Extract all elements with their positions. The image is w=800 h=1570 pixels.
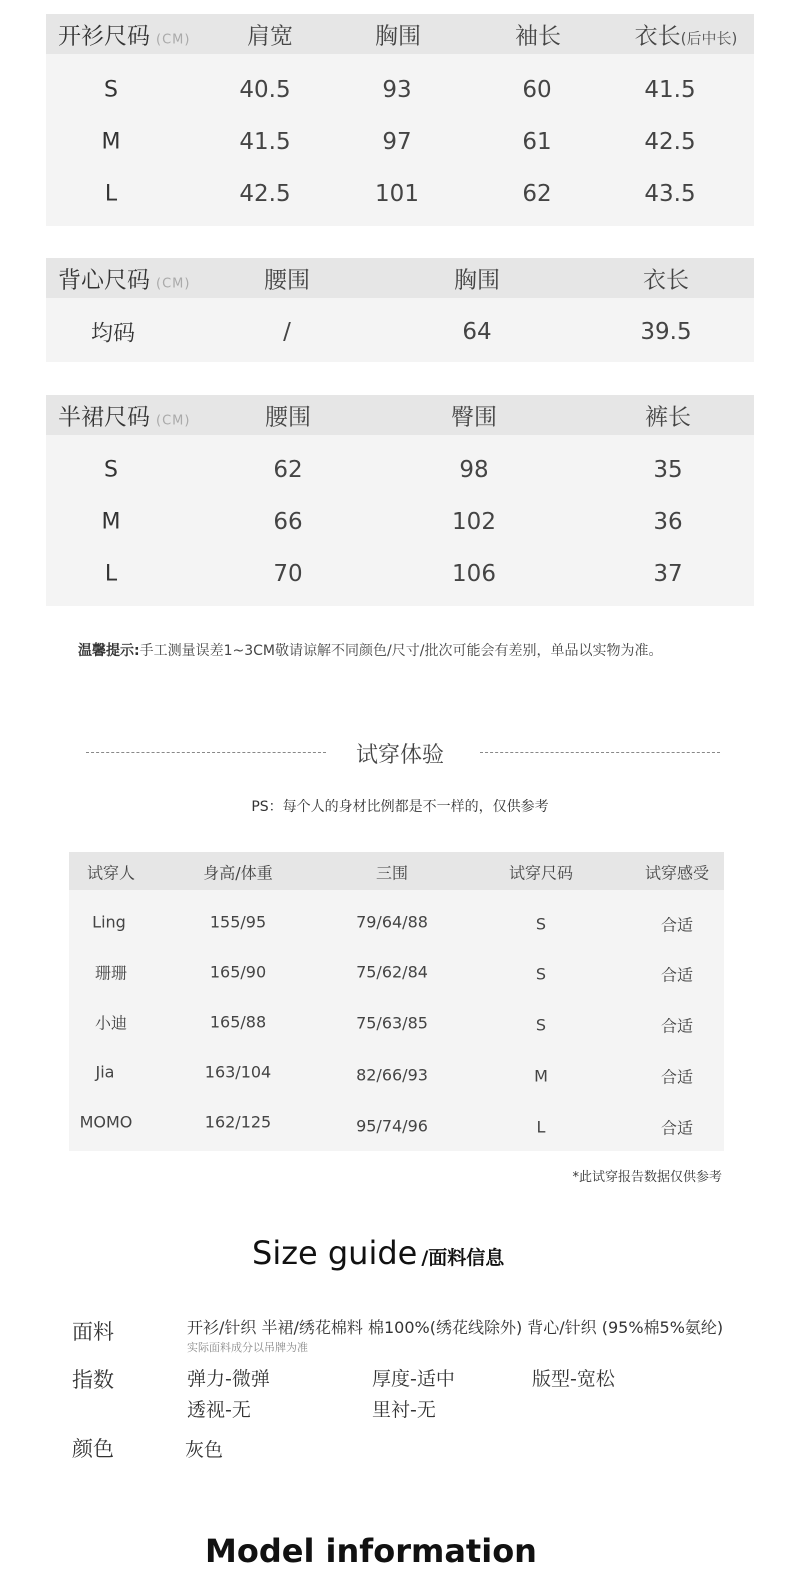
table-cell: S: [535, 914, 547, 934]
table-cell: Jia: [95, 1062, 115, 1082]
trial-table: [69, 852, 724, 1151]
table-cell: 合适: [660, 1016, 694, 1036]
column-header: 胸围: [375, 23, 421, 50]
table-cell: Ling: [92, 912, 126, 932]
table-cell: 70: [273, 561, 303, 587]
table-cell: 合适: [660, 1067, 694, 1087]
color-label: 颜色: [72, 1437, 114, 1461]
table-cell: 42.5: [644, 129, 696, 155]
index-value: 弹力-微弹: [187, 1368, 270, 1390]
vest-size-table: [46, 258, 754, 362]
column-header: 身高/体重: [203, 863, 273, 883]
table-cell: 合适: [660, 1118, 694, 1138]
table-cell: 93: [382, 77, 412, 103]
table-cell: 155/95: [209, 912, 267, 932]
cardigan-table-body: [46, 54, 754, 226]
fabric-label: 面料: [72, 1320, 114, 1344]
trial-section-title: [0, 738, 800, 768]
size-label: L: [104, 561, 118, 587]
skirt-size-table: [46, 395, 754, 606]
size-label: M: [101, 129, 121, 155]
table-cell: 35: [653, 457, 683, 483]
column-header-length: 衣长(后中长): [634, 23, 738, 50]
index-label: 指数: [72, 1368, 114, 1392]
table-cell: /: [283, 319, 291, 345]
column-header: 试穿感受: [644, 863, 710, 883]
table-cell: 36: [653, 509, 683, 535]
left-dashed-divider: [86, 752, 326, 753]
size-guide-title: Size guide: [252, 1234, 418, 1272]
table-cell: 106: [452, 561, 496, 587]
table-cell: 162/125: [204, 1112, 272, 1132]
table-cell: 82/66/93: [356, 1065, 428, 1085]
size-label: M: [101, 509, 121, 535]
column-header: 胸围: [454, 267, 500, 294]
index-value: 里衬-无: [372, 1399, 436, 1421]
size-label: S: [104, 77, 118, 103]
fabric-note: 实际面料成分以吊牌为准: [187, 1341, 308, 1354]
column-header: 三围: [375, 863, 409, 883]
model-information-title: Model information: [205, 1532, 537, 1570]
table-cell: 61: [522, 129, 552, 155]
table-cell: M: [534, 1066, 548, 1086]
table-cell: 合适: [660, 965, 694, 985]
table-cell: MOMO: [79, 1112, 133, 1132]
vest-table-title: 背心尺码 (CM): [58, 267, 191, 294]
skirt-table-title: 半裙尺码 (CM): [58, 404, 191, 431]
measurement-tip: [78, 640, 662, 660]
column-header: 臀围: [451, 404, 497, 431]
cardigan-table-title: 开衫尺码 (CM): [58, 23, 191, 50]
table-cell: 42.5: [239, 181, 291, 207]
table-cell: 102: [452, 509, 496, 535]
unit-label: (CM): [156, 276, 191, 292]
vest-table-header: [46, 258, 754, 298]
table-cell: 95/74/96: [356, 1116, 428, 1136]
tip-text: 手工测量误差1~3CM敬请谅解不同颜色/尺寸/批次可能会有差别，单品以实物为准。: [139, 643, 663, 659]
skirt-table-header: [46, 395, 754, 435]
column-header: 腰围: [264, 267, 310, 294]
table-cell: 66: [273, 509, 303, 535]
table-cell: 39.5: [640, 319, 692, 345]
table-cell: 41.5: [239, 129, 291, 155]
index-value: 透视-无: [187, 1399, 251, 1421]
table-cell: 合适: [660, 915, 694, 935]
tip-label: 温馨提示:: [78, 643, 140, 659]
table-cell: 62: [273, 457, 303, 483]
unit-label: (CM): [156, 413, 191, 429]
table-cell: 165/90: [209, 962, 267, 982]
index-value: 厚度-适中: [372, 1368, 455, 1390]
cardigan-table-header: [46, 14, 754, 54]
table-cell: 163/104: [204, 1062, 272, 1082]
column-header: 衣长: [643, 267, 689, 294]
table-cell: 60: [522, 77, 552, 103]
size-label: 均码: [90, 321, 136, 347]
table-cell: 41.5: [644, 77, 696, 103]
unit-label: (CM): [156, 32, 191, 48]
column-header: 试穿人: [86, 863, 136, 883]
table-cell: 98: [459, 457, 489, 483]
length-subtitle: (后中长): [680, 29, 738, 48]
column-header: 袖长: [515, 23, 561, 50]
column-header: 腰围: [265, 404, 311, 431]
size-guide-heading: [252, 1234, 504, 1272]
cardigan-size-table: [46, 14, 754, 226]
size-guide-subtitle: /面料信息: [421, 1247, 505, 1269]
column-header: 肩宽: [247, 23, 293, 50]
size-label: S: [104, 457, 118, 483]
right-dashed-divider: [480, 752, 720, 753]
table-cell: 165/88: [209, 1012, 267, 1032]
table-cell: 43.5: [644, 181, 696, 207]
fabric-value: 开衫/针织 半裙/绣花棉料 棉100%(绣花线除外) 背心/针织 (95%棉5%氨纶): [187, 1318, 724, 1337]
trial-title: 试穿体验: [355, 743, 445, 768]
table-cell: S: [535, 1015, 547, 1035]
column-header: 试穿尺码: [508, 863, 574, 883]
table-cell: 64: [462, 319, 492, 345]
table-cell: 97: [382, 129, 412, 155]
trial-table-header: [69, 852, 724, 890]
table-cell: 小迪: [94, 1013, 128, 1033]
table-cell: S: [535, 964, 547, 984]
table-cell: 62: [522, 181, 552, 207]
trial-disclaimer: *此试穿报告数据仅供参考: [572, 1170, 722, 1185]
trial-ps-note: PS：每个人的身材比例都是不一样的，仅供参考: [251, 799, 549, 815]
table-cell: 75/62/84: [356, 962, 428, 982]
size-label: L: [104, 181, 118, 207]
color-value: 灰色: [185, 1439, 224, 1461]
table-cell: L: [536, 1117, 546, 1137]
index-value: 版型-宽松: [532, 1368, 615, 1390]
vest-table-body: [46, 298, 754, 362]
table-cell: 101: [375, 181, 419, 207]
table-cell: 珊珊: [94, 963, 128, 983]
table-cell: 40.5: [239, 77, 291, 103]
table-cell: 79/64/88: [356, 912, 428, 932]
column-header: 裤长: [645, 404, 691, 431]
table-cell: 37: [653, 561, 683, 587]
skirt-table-body: [46, 435, 754, 606]
table-cell: 75/63/85: [356, 1013, 428, 1033]
